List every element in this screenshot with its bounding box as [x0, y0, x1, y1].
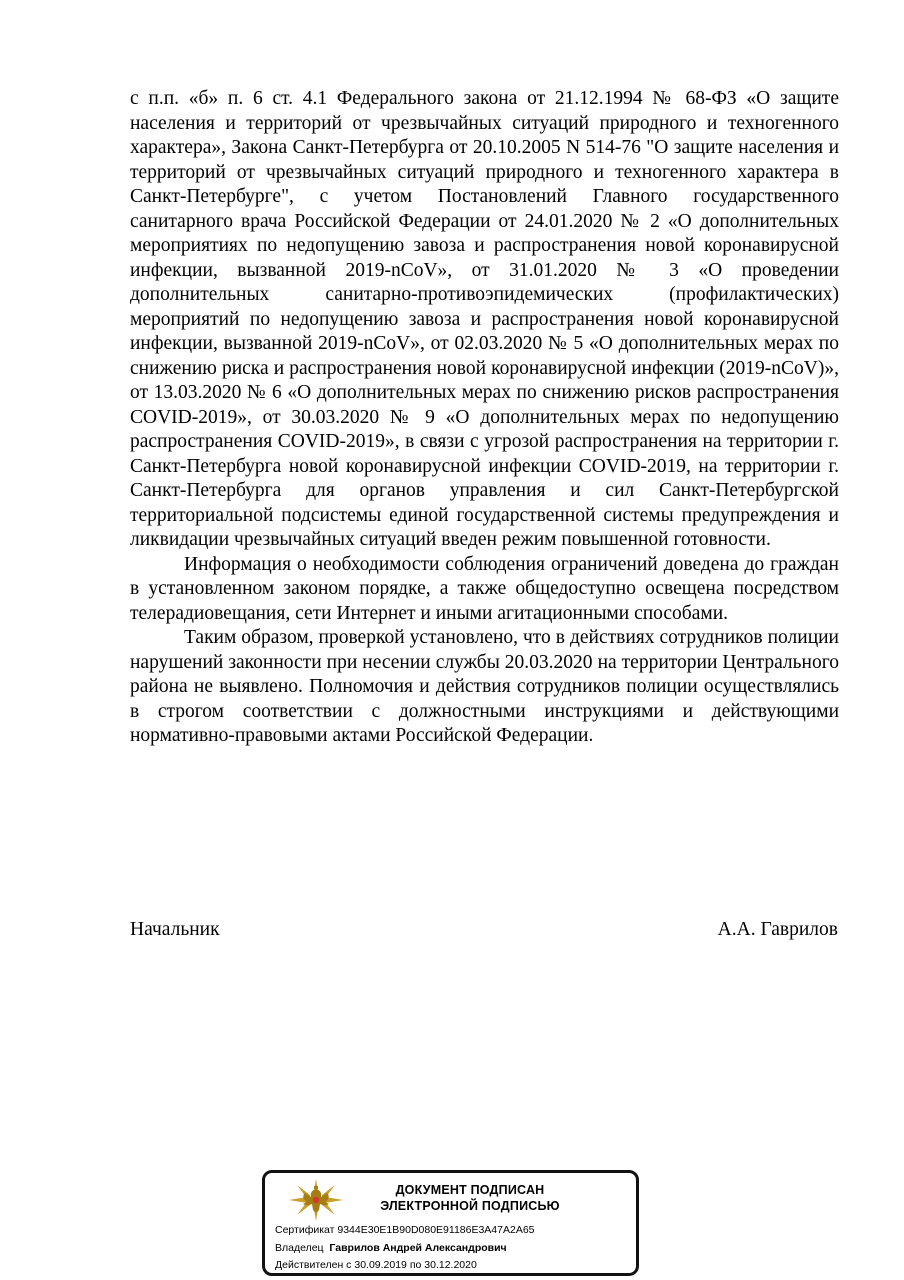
certificate-value: 9344E30E1B90D080E91186E3A47A2A65: [337, 1224, 535, 1236]
stamp-validity: Действителен с 30.09.2019 по 30.12.2020: [275, 1259, 477, 1271]
signer-position: Начальник: [130, 919, 220, 940]
stamp-owner: [275, 1242, 507, 1255]
paragraph-information: Информация о необходимости соблюдения ограничений доведена до граждан в установленном законом порядке, а также общедоступно освещена посредством телерадиовещания, сети Интернет и иными агитационными способами.: [130, 553, 839, 624]
signature-block: [130, 918, 838, 942]
owner-label: Владелец: [275, 1242, 324, 1254]
paragraph-legal-basis: с п.п. «б» п. 6 ст. 4.1 Федерального закона от 21.12.1994 № 68-ФЗ «О защите населения и территорий от чрезвычайных ситуаций природного и техногенного характера», Закона Санкт-Петербурга от 20.10.2005 N 514-76 "О защите населения и территорий от чрезвычайных ситуаций природного и техногенного характера в Санкт-Петербурге", с учетом Постановлений Главного государственного санитарного врача Российской Федерации от 24.01.2020 № 2 «О дополнительных мероприятиях по недопущению завоза и распространения новой коронавирусной инфекции, вызванной 2019-nCoV», от 31.01.2020 № 3 «О проведении дополнительных санитарно-противоэпидемических (профилактических) мероприятий по недопущению завоза и распространения новой коронавирусной инфекции, вызванной 2019-nCoV», от 02.03.2020 № 5 «О дополнительных мерах по снижению риска и распространения новой коронавирусной инфекции (2019-nCoV)», от 13.03.2020 № 6 «О дополнительных мерах по снижению рисков распространения COVID-2019», от 30.03.2020 № 9 «О дополнительных мерах по недопущению распространения COVID-2019», в связи с угрозой распространения на территории г. Санкт-Петербурга новой коронавирусной инфекции COVID-2019, на территории г. Санкт-Петербурга для органов управления и сил Санкт-Петербургской территориальной подсистемы единой государственной системы предупреждения и ликвидации чрезвычайных ситуаций введен режим повышенной готовности.: [130, 88, 839, 550]
signer-name: А.А. Гаврилов: [717, 919, 838, 940]
owner-value: Гаврилов Андрей Александрович: [329, 1242, 507, 1254]
stamp-title-line1: ДОКУМЕНТ ПОДПИСАН: [395, 1183, 545, 1197]
stamp-title-line2: ЭЛЕКТРОННОЙ ПОДПИСЬЮ: [380, 1199, 560, 1213]
stamp-title: [345, 1182, 595, 1214]
certificate-label: Сертификат: [275, 1224, 335, 1236]
mvd-emblem-icon: [285, 1177, 347, 1223]
document-body: [130, 87, 839, 749]
paragraph-conclusion: Таким образом, проверкой установлено, что в действиях сотрудников полиции нарушений законности при несении службы 20.03.2020 на территории Центрального района не выявлено. Полномочия и действия сотрудников полиции осуществлялись в строгом соответствии с должностными инструкциями и действующими нормативно-правовыми актами Российской Федерации.: [130, 627, 839, 746]
electronic-signature-stamp: [262, 1170, 639, 1276]
stamp-certificate: [275, 1224, 535, 1237]
